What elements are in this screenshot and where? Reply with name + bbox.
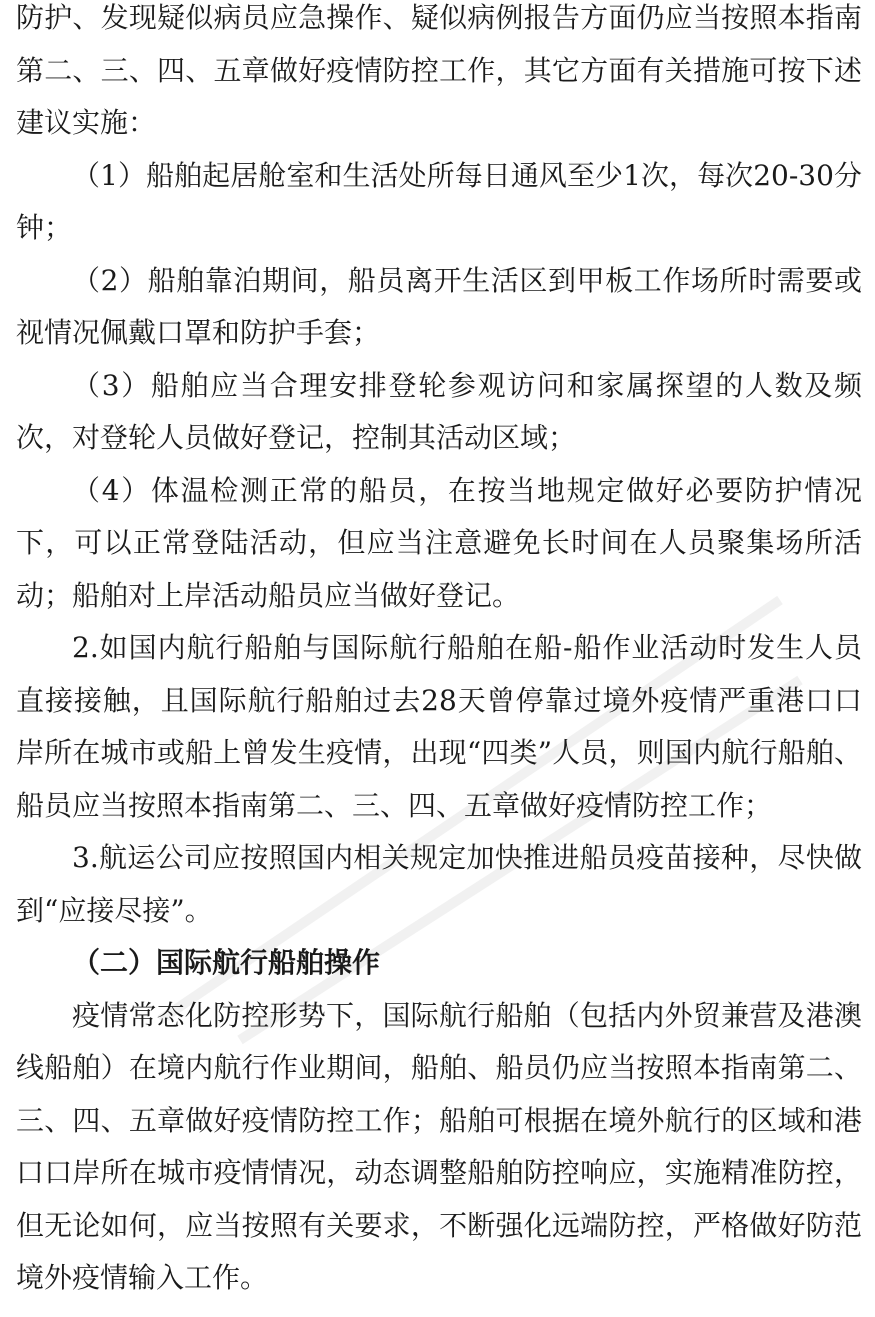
section-paragraph: 疫情常态化防控形势下，国际航行船舶（包括内外贸兼营及港澳线船舶）在境内航行作业期间，船舶、船员仍应当按照本指南第二、三、四、五章做好疫情防控工作；船舶可根据在境外航行的区域和港口口岸所在城市疫情情况，动态调整船舶防控响应，实施精准防控，但无论如何，应当按照有关要求，不断强化远端防控，严格做好防范境外疫情输入工作。 bbox=[16, 998, 862, 1294]
list-item-1: （1）船舶起居舱室和生活处所每日通风至少1次，每次20-30分钟； bbox=[16, 158, 862, 244]
document-body bbox=[16, 0, 862, 1305]
section-heading: （二）国际航行船舶操作 bbox=[72, 946, 381, 979]
list-item-4: （4）体温检测正常的船员，在按当地规定做好必要防护情况下，可以正常登陆活动，但应当注意避免长时间在人员聚集场所活动；船舶对上岸活动船员应当做好登记。 bbox=[16, 473, 862, 612]
paragraph-continuation: 防护、发现疑似病员应急操作、疑似病例报告方面仍应当按照本指南第二、三、四、五章做好疫情防控工作，其它方面有关措施可按下述建议实施： bbox=[16, 1, 862, 139]
list-item-2: （2）船舶靠泊期间，船员离开生活区到甲板工作场所时需要或视情况佩戴口罩和防护手套； bbox=[16, 263, 862, 349]
numbered-item-2: 2.如国内航行船舶与国际航行船舶在船-船作业活动时发生人员直接接触，且国际航行船舶过去28天曾停靠过境外疫情严重港口口岸所在城市或船上曾发生疫情，出现“四类”人员，则国内航行船舶、船员应当按照本指南第二、三、四、五章做好疫情防控工作； bbox=[16, 631, 862, 822]
numbered-item-3: 3.航运公司应按照国内相关规定加快推进船员疫苗接种，尽快做到“应接尽接”。 bbox=[16, 841, 862, 927]
list-item-3: （3）船舶应当合理安排登轮参观访问和家属探望的人数及频次，对登轮人员做好登记，控制其活动区域； bbox=[16, 368, 862, 454]
